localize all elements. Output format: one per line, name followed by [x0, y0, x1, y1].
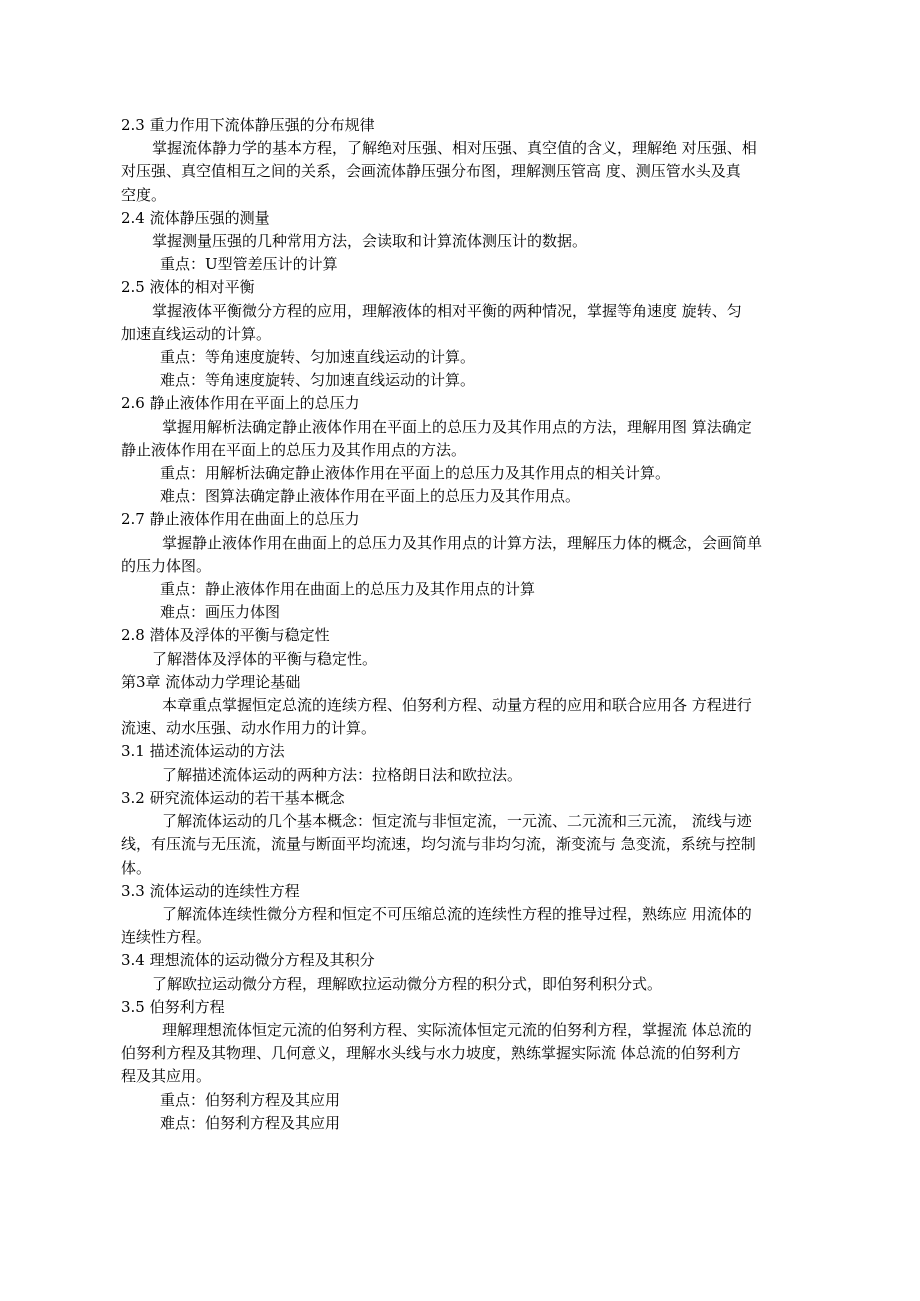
body-text-line: 对压强、真空值相互之间的关系，会画流体静压强分布图，理解测压管高 度、测压管水头及真	[121, 162, 741, 181]
body-text-line: 难点：画压力体图	[160, 603, 281, 622]
section-heading: 3.5 伯努利方程	[121, 997, 225, 1016]
body-text-line: 掌握用解析法确定静止液体作用在平面上的总压力及其作用点的方法，理解用图 算法确定	[162, 417, 752, 436]
section-heading: 2.7 静止液体作用在曲面上的总压力	[121, 510, 360, 529]
body-text-line: 了解流体运动的几个基本概念：恒定流与非恒定流，一元流、二元流和三元流， 流线与迹	[162, 812, 752, 831]
section-heading: 3.4 理想流体的运动微分方程及其积分	[121, 951, 375, 970]
body-text-line: 的压力体图。	[121, 556, 212, 575]
section-heading: 2.5 液体的相对平衡	[121, 278, 255, 297]
body-text-line: 难点：等角速度旋转、匀加速直线运动的计算。	[160, 371, 476, 390]
body-text-line: 空度。	[121, 185, 167, 204]
body-text-line: 重点：等角速度旋转、匀加速直线运动的计算。	[160, 348, 476, 367]
body-text-line: 了解描述流体运动的两种方法：拉格朗日法和欧拉法。	[162, 765, 523, 784]
body-text-line: 掌握液体平衡微分方程的应用，理解液体的相对平衡的两种情况，掌握等角速度 旋转、匀	[152, 301, 742, 320]
body-text-line: 重点：U型管差压计的计算	[160, 255, 338, 274]
body-text-line: 伯努利方程及其物理、几何意义，理解水头线与水力坡度，熟练掌握实际流 体总流的伯努利方	[121, 1044, 741, 1063]
section-heading: 3.1 描述流体运动的方法	[121, 742, 285, 761]
body-text-line: 体。	[121, 858, 152, 877]
body-text-line: 本章重点掌握恒定总流的连续方程、伯努利方程、动量方程的应用和联合应用各 方程进行	[162, 696, 752, 715]
body-text-line: 连续性方程。	[121, 928, 212, 947]
body-text-line: 难点：图算法确定静止液体作用在平面上的总压力及其作用点。	[160, 487, 581, 506]
body-text-line: 重点：用解析法确定静止液体作用在平面上的总压力及其作用点的相关计算。	[160, 464, 671, 483]
section-heading: 2.8 潜体及浮体的平衡与稳定性	[121, 626, 330, 645]
body-text-line: 加速直线运动的计算。	[121, 324, 272, 343]
body-text-line: 流速、动水压强、动水作用力的计算。	[121, 719, 377, 738]
section-heading: 2.6 静止液体作用在平面上的总压力	[121, 394, 360, 413]
section-heading: 第3章 流体动力学理论基础	[121, 672, 301, 691]
body-text-line: 掌握静止液体作用在曲面上的总压力及其作用点的计算方法，理解压力体的概念，会画简单	[162, 533, 763, 552]
body-text-line: 重点：静止液体作用在曲面上的总压力及其作用点的计算	[160, 580, 536, 599]
body-text-line: 难点：伯努利方程及其应用	[160, 1113, 341, 1132]
section-heading: 3.3 流体运动的连续性方程	[121, 881, 300, 900]
section-heading: 2.4 流体静压强的测量	[121, 208, 270, 227]
body-text-line: 理解理想流体恒定元流的伯努利方程、实际流体恒定元流的伯努利方程，掌握流 体总流的	[162, 1020, 752, 1039]
body-text-line: 重点：伯努利方程及其应用	[160, 1090, 341, 1109]
section-heading: 3.2 研究流体运动的若干基本概念	[121, 788, 345, 807]
body-text-line: 了解欧拉运动微分方程，理解欧拉运动微分方程的积分式，即伯努利积分式。	[152, 974, 663, 993]
body-text-line: 掌握流体静力学的基本方程，了解绝对压强、相对压强、真空值的含义，理解绝 对压强、相	[152, 139, 757, 158]
document-page	[121, 114, 837, 1135]
body-text-line: 静止液体作用在平面上的总压力及其作用点的方法。	[121, 440, 467, 459]
body-text-line: 了解流体连续性微分方程和恒定不可压缩总流的连续性方程的推导过程，熟练应 用流体的	[162, 904, 752, 923]
body-text-line: 线，有压流与无压流，流量与断面平均流速，均匀流与非均匀流，渐变流与 急变流，系统与控制	[121, 835, 756, 854]
body-text-line: 了解潜体及浮体的平衡与稳定性。	[152, 649, 378, 668]
body-text-line: 掌握测量压强的几种常用方法，会读取和计算流体测压计的数据。	[152, 232, 588, 251]
body-text-line: 程及其应用。	[121, 1067, 212, 1086]
section-heading: 2.3 重力作用下流体静压强的分布规律	[121, 116, 375, 134]
